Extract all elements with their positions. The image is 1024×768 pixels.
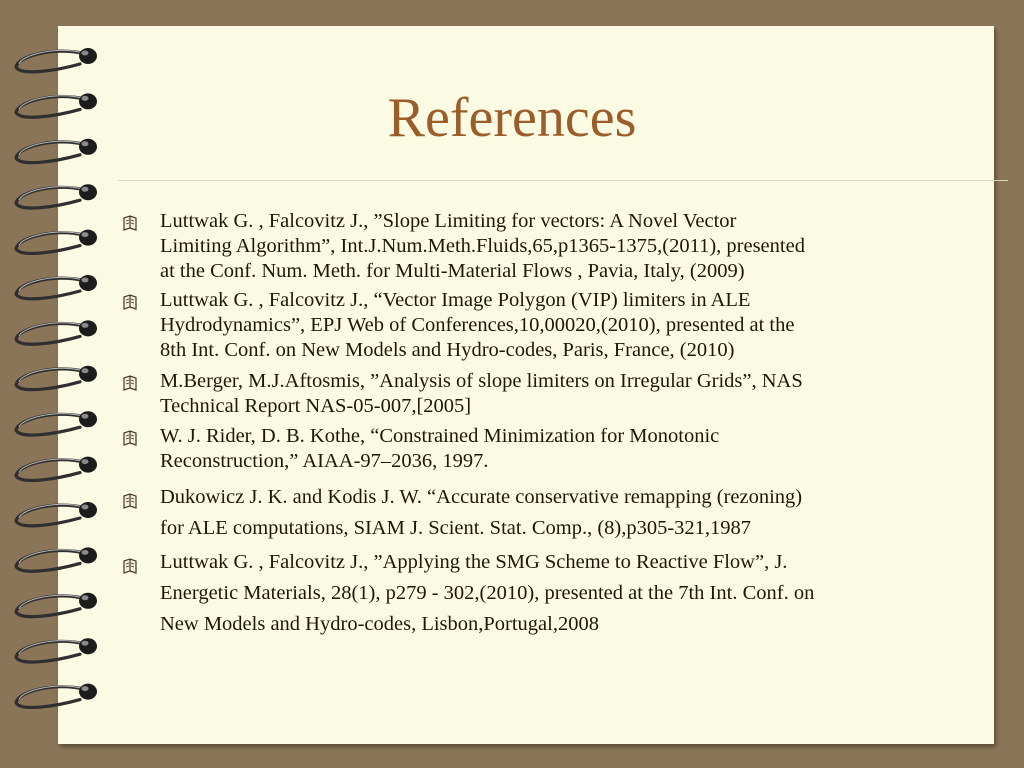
spiral-ring-icon <box>16 593 97 617</box>
spiral-ring-icon <box>16 638 97 662</box>
reference-line: 8th Int. Conf. on New Models and Hydro-codes, Paris, France, (2010) <box>160 339 735 361</box>
reference-line: Limiting Algorithm”, Int.J.Num.Meth.Fluids,65,p1365-1375,(2011), presented <box>160 235 805 257</box>
spiral-ring-icon <box>16 457 97 481</box>
spiral-ring-icon <box>16 48 97 72</box>
book-icon <box>121 489 139 520</box>
reference-line: Reconstruction,” AIAA-97–2036, 1997. <box>160 450 489 472</box>
reference-line: Luttwak G. , Falcovitz J., “Vector Image Polygon (VIP) limiters in ALE <box>160 289 751 311</box>
spiral-ring-icon <box>16 684 97 708</box>
reference-line: at the Conf. Num. Meth. for Multi-Material Flows , Pavia, Italy, (2009) <box>160 260 745 282</box>
spiral-ring-icon <box>16 547 97 571</box>
reference-line: Dukowicz J. K. and Kodis J. W. “Accurate conservative remapping (rezoning) <box>160 486 803 508</box>
book-icon <box>121 374 139 399</box>
page-title: References <box>387 87 637 149</box>
reference-item <box>160 369 803 419</box>
spiral-ring-icon <box>16 366 97 390</box>
spiral-ring-icon <box>16 411 97 435</box>
reference-line: for ALE computations, SIAM J. Scient. Stat. Comp., (8),p305-321,1987 <box>160 517 752 539</box>
spiral-ring-icon <box>16 320 97 344</box>
spiral-ring-icon <box>16 230 97 254</box>
title-divider <box>118 180 1008 181</box>
spiral-ring-icon <box>16 275 97 299</box>
reference-item <box>160 547 814 640</box>
book-icon <box>121 293 139 318</box>
book-icon <box>121 214 139 239</box>
book-icon <box>121 554 139 585</box>
reference-item <box>160 209 805 284</box>
reference-item <box>160 482 802 544</box>
reference-line: M.Berger, M.J.Aftosmis, ”Analysis of slope limiters on Irregular Grids”, NAS <box>160 370 803 392</box>
reference-line: Technical Report NAS-05-007,[2005] <box>160 395 472 417</box>
spiral-ring-icon <box>16 502 97 526</box>
reference-item <box>160 424 719 474</box>
reference-line: New Models and Hydro-codes, Lisbon,Portugal,2008 <box>160 613 599 635</box>
reference-line: Energetic Materials, 28(1), p279 - 302,(2010), presented at the 7th Int. Conf. on <box>160 582 815 604</box>
reference-line: Hydrodynamics”, EPJ Web of Conferences,10,00020,(2010), presented at the <box>160 314 795 336</box>
book-icon <box>121 429 139 454</box>
reference-line: Luttwak G. , Falcovitz J., ”Slope Limiting for vectors: A Novel Vector <box>160 210 737 232</box>
reference-line: W. J. Rider, D. B. Kothe, “Constrained Minimization for Monotonic <box>160 425 720 447</box>
reference-line: Luttwak G. , Falcovitz J., ”Applying the SMG Scheme to Reactive Flow”, J. <box>160 551 788 573</box>
spiral-ring-icon <box>16 184 97 208</box>
reference-item <box>160 288 794 363</box>
